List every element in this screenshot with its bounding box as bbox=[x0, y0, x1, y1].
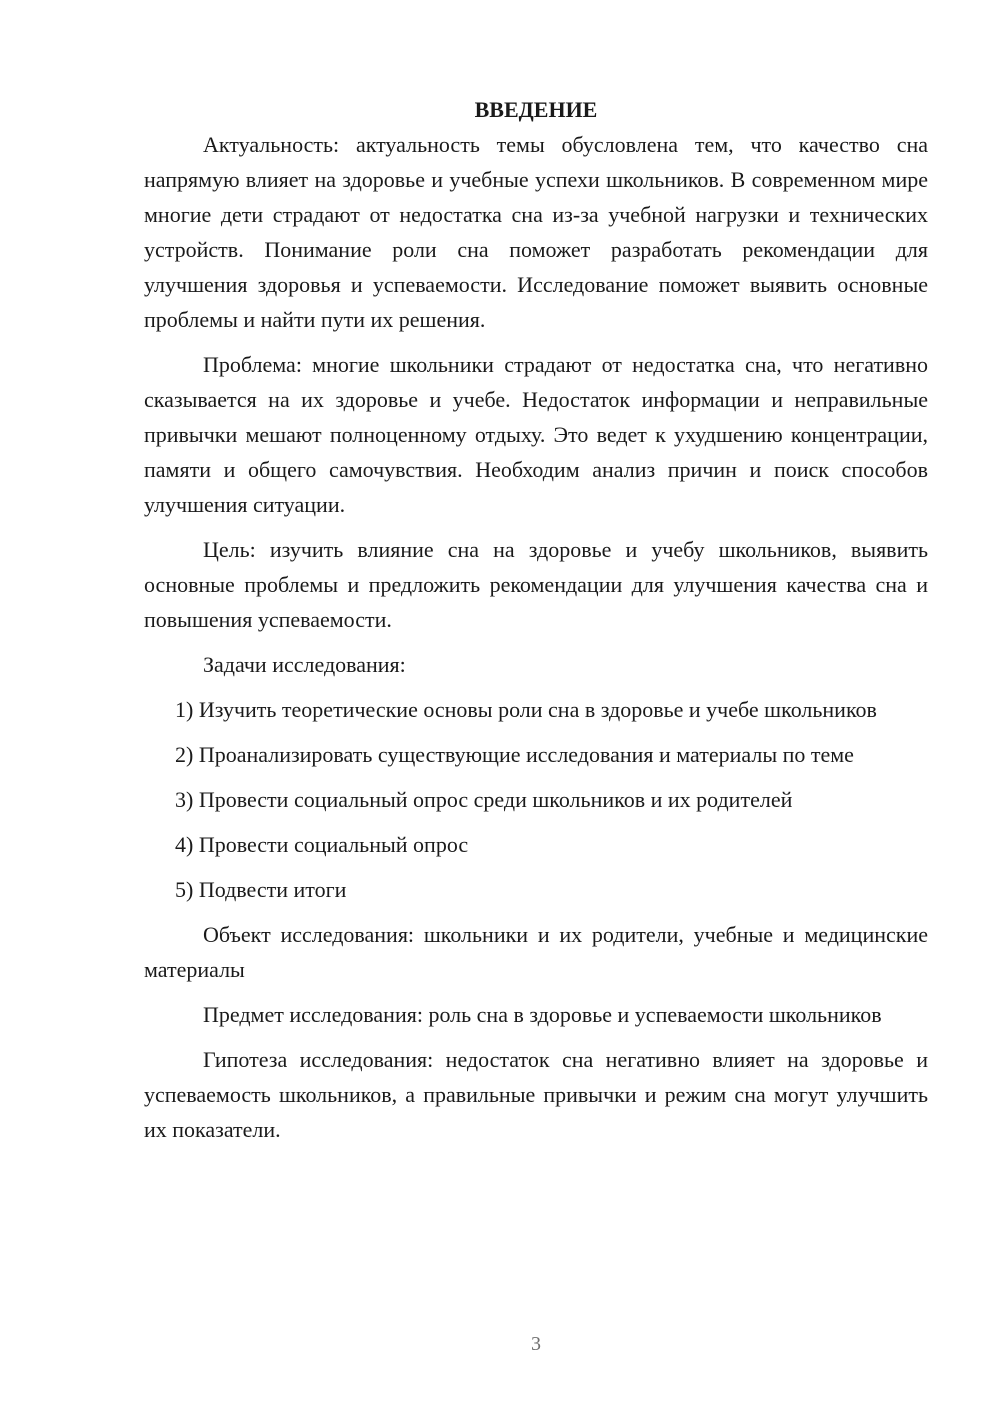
list-item: 2) Проанализировать существующие исследования и материалы по теме bbox=[175, 742, 854, 767]
list-item: 3) Провести социальный опрос среди школьников и их родителей bbox=[175, 787, 793, 812]
paragraph-subject: Предмет исследования: роль сна в здоровье и успеваемости школьников bbox=[203, 1002, 882, 1027]
paragraph-object: Объект исследования: школьники и их родители, учебные и медицинские материалы bbox=[144, 922, 928, 982]
list-item: 4) Провести социальный опрос bbox=[175, 832, 469, 857]
paragraph-problem: Проблема: многие школьники страдают от недостатка сна, что негативно сказывается на их здоровье и учебе. Недостаток информации и неправильные привычки мешают полноценному отдыху. Это ведет к ухудшению концентрации, памяти и общего самочувствия. Необходим анализ причин и поиск способов улучшения ситуации. bbox=[144, 352, 928, 517]
list-item: 1) Изучить теоретические основы роли сна в здоровье и учебе школьников bbox=[175, 697, 877, 722]
paragraph-relevance: Актуальность: актуальность темы обусловлена тем, что качество сна напрямую влияет на здоровье и учебные успехи школьников. В современном мире многие дети страдают от недостатка сна из-за учебной нагрузки и технических устройств. Понимание роли сна поможет разработать рекомендации для улучшения здоровья и успеваемости. Исследование поможет выявить основные проблемы и найти пути их решения. bbox=[144, 132, 928, 332]
list-item: 5) Подвести итоги bbox=[175, 877, 347, 902]
paragraph-tasks-heading: Задачи исследования: bbox=[203, 652, 406, 677]
paragraph-hypothesis: Гипотеза исследования: недостаток сна негативно влияет на здоровье и успеваемость школьников, а правильные привычки и режим сна могут улучшить их показатели. bbox=[144, 1047, 928, 1142]
document-page bbox=[144, 92, 928, 1157]
paragraph-goal: Цель: изучить влияние сна на здоровье и учебу школьников, выявить основные проблемы и предложить рекомендации для улучшения качества сна и повышения успеваемости. bbox=[144, 537, 928, 632]
page-title: ВВЕДЕНИЕ bbox=[474, 97, 598, 122]
page-number: 3 bbox=[531, 1333, 541, 1355]
